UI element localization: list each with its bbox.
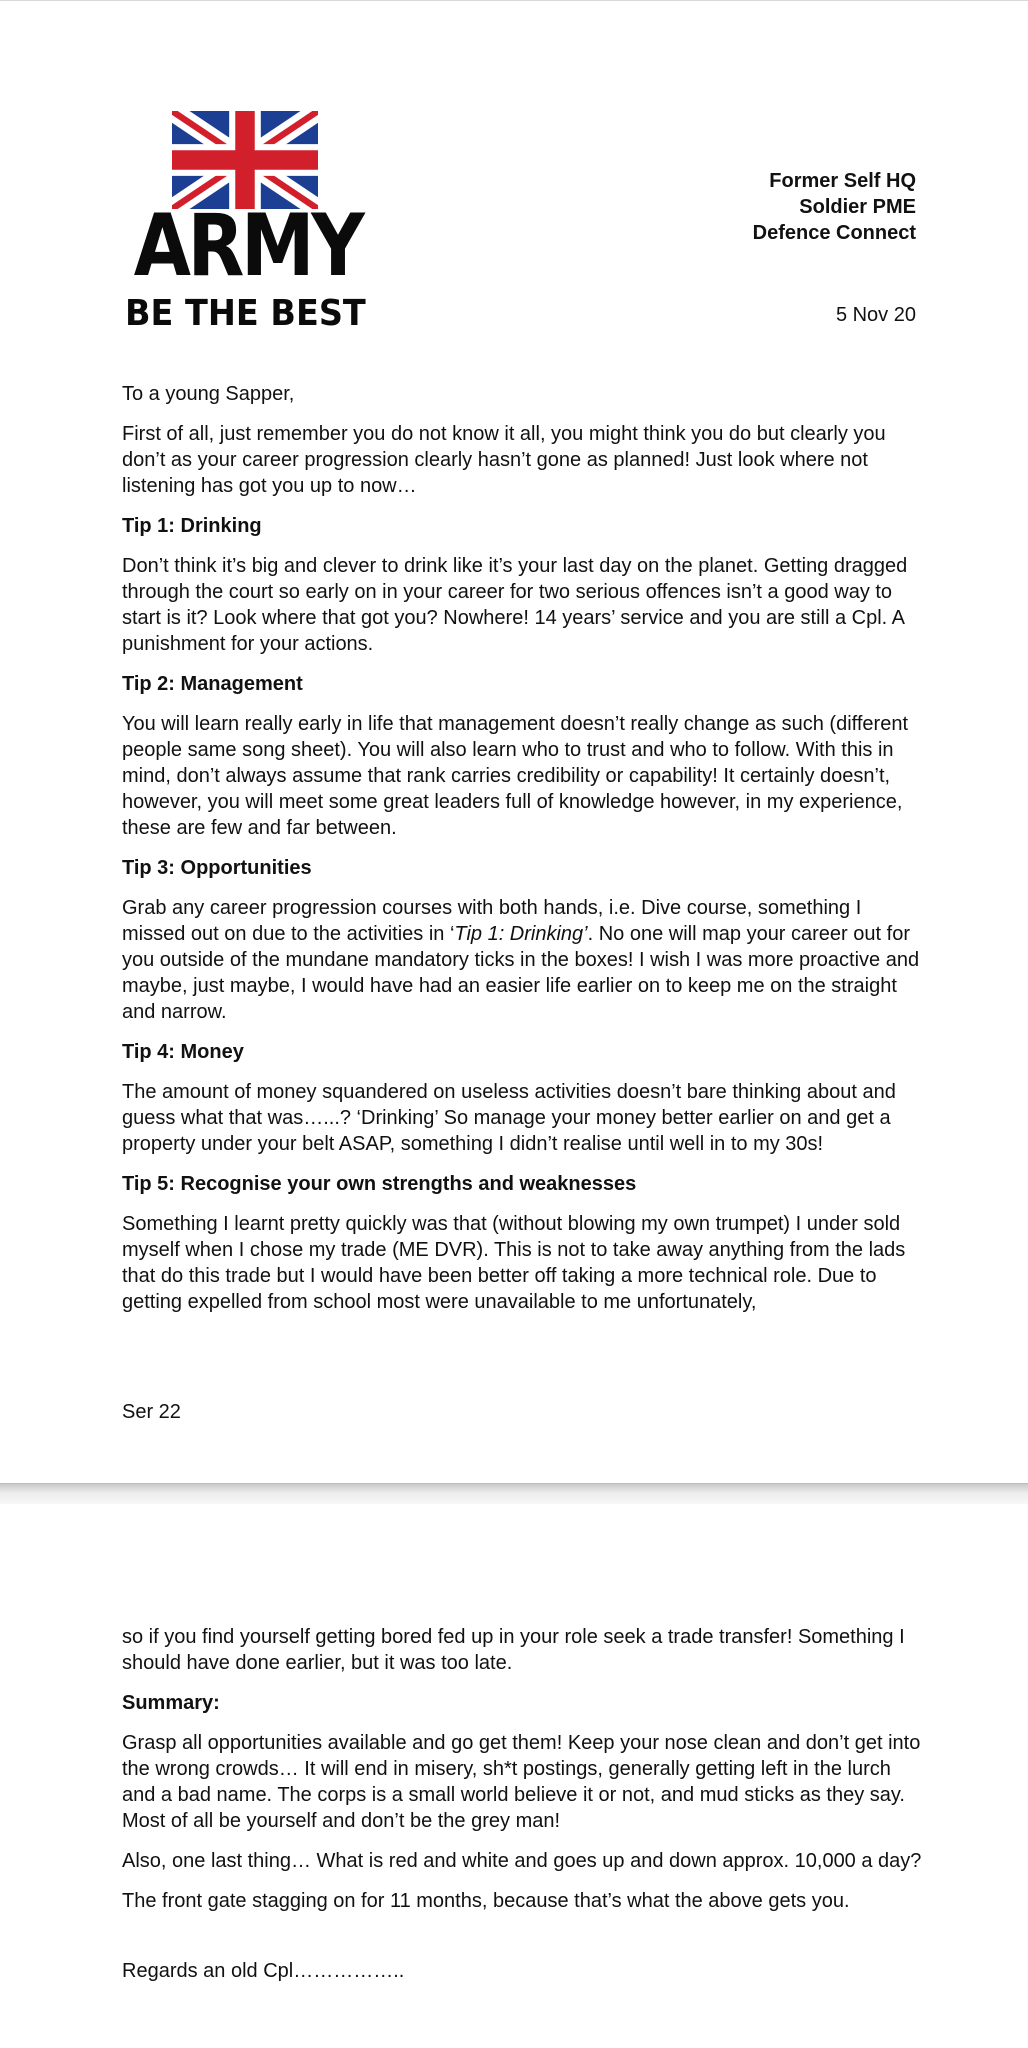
sender-address xyxy=(753,168,916,246)
salutation: To a young Sapper, xyxy=(122,383,295,405)
tip-text: . No one will map your career out for you outside of the mundane mandatory ticks in the boxes! I wish I was more proactive and maybe, just maybe, I would have had an easier life earlier on to keep me on the straight and narrow. xyxy=(122,923,920,1023)
army-logo xyxy=(125,111,370,334)
signoff: Regards an old Cpl…………….. xyxy=(122,1960,405,1982)
logo-wordmark: ARMY xyxy=(133,196,362,296)
tip-paragraph: You will learn really early in life that management doesn’t really change as such (different people same song sheet). You will also learn who to trust and who to follow. With this in mind, don’t always assume that rank carries credibility or capability! It certainly doesn’t, however, you will meet some great leaders full of knowledge however, in my experience, these are few and far between. xyxy=(122,713,908,839)
tip-text: Grab any career progression courses with both hands, i.e. Dive course, something I missed out on due to the activities in ‘ xyxy=(122,897,862,945)
letter-date: 5 Nov 20 xyxy=(835,304,916,326)
tip-heading: Tip 4: Money xyxy=(122,1041,244,1063)
tip-heading: Tip 5: Recognise your own strengths and weaknesses xyxy=(122,1173,637,1195)
tip-paragraph: Something I learnt pretty quickly was that (without blowing my own trumpet) I under sold myself when I chose my trade (ME DVR). This is not to take away anything from the lads that do this trade but I would have been better off taking a more technical role. Due to getting expelled from school most were unavailable to me unfortunately, xyxy=(122,1213,906,1313)
page-separator xyxy=(0,1483,1028,1504)
tip-paragraph xyxy=(122,895,922,1025)
intro-paragraph: First of all, just remember you do not know it all, you might think you do but clearly you don’t as your career progression clearly hasn’t gone as planned! Just look where not listening has got you up to now… xyxy=(122,423,886,497)
answer-paragraph: The front gate stagging on for 11 months, because that’s what the above gets you. xyxy=(122,1890,850,1912)
continuation-paragraph: so if you find yourself getting bored fed up in your role seek a trade transfer! Something I should have done earlier, but it was too late. xyxy=(122,1626,905,1674)
address-line: Former Self HQ xyxy=(769,170,916,192)
tip-paragraph: Don’t think it’s big and clever to drink like it’s your last day on the planet. Getting dragged through the court so early on in your career for two serious offences isn’t a good way to start is it? Look where that got you? Nowhere! 14 years’ service and you are still a Cpl. A punishment for your actions. xyxy=(122,555,908,655)
logo-motto: BE THE BEST xyxy=(125,293,366,334)
riddle-paragraph: Also, one last thing… What is red and white and goes up and down approx. 10,000 a day? xyxy=(122,1850,922,1872)
address-line: Defence Connect xyxy=(752,222,916,244)
tip-heading: Tip 3: Opportunities xyxy=(122,857,312,879)
letter-body xyxy=(122,381,922,1329)
address-line: Soldier PME xyxy=(799,196,916,218)
tip-reference: Tip 1: Drinking’ xyxy=(454,923,588,945)
union-flag-icon xyxy=(172,111,318,209)
letter-page-2 xyxy=(0,1504,1028,2048)
summary-heading: Summary: xyxy=(122,1692,220,1714)
page-footer-reference: Ser 22 xyxy=(122,1401,181,1423)
letter-body-continued xyxy=(122,1624,922,1998)
tip-heading: Tip 2: Management xyxy=(122,673,303,695)
tip-heading: Tip 1: Drinking xyxy=(122,515,262,537)
tip-paragraph: The amount of money squandered on useless activities doesn’t bare thinking about and guess what that was…...? ‘Drinking’ So manage your money better earlier on and get a property under your belt ASAP, something I didn’t realise until well in to my 30s! xyxy=(122,1081,896,1155)
summary-paragraph: Grasp all opportunities available and go get them! Keep your nose clean and don’t get into the wrong crowds… It will end in misery, sh*t postings, generally getting left in the lurch and a bad name. The corps is a small world believe it or not, and mud sticks as they say. Most of all be yourself and don’t be the grey man! xyxy=(122,1732,921,1832)
